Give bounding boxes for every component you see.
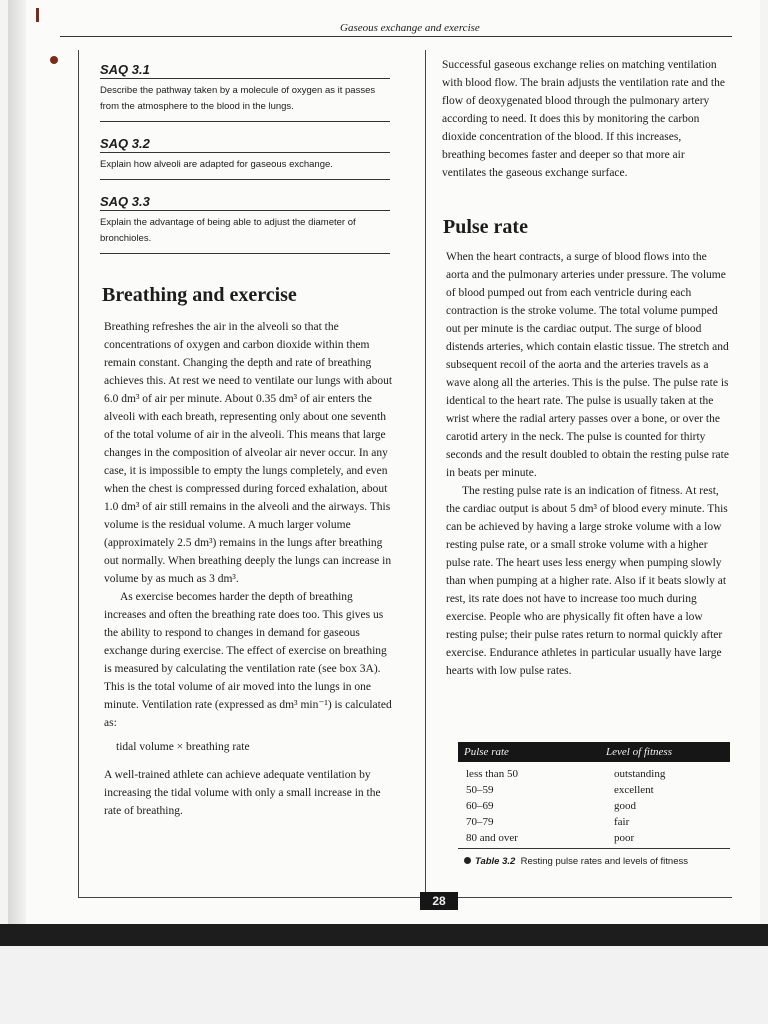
table-row bbox=[466, 814, 730, 830]
table-cell: less than 50 bbox=[466, 768, 518, 780]
table-cell: 60–69 bbox=[466, 800, 494, 812]
paragraph: The resting pulse rate is an indication of fitness. At rest, the cardiac output is about 5 dm³ of blood every minute. This can be achieved by having a large stroke volume with a low resting pulse rate, or a small stroke volume with a higher pulse rate. The heart uses less energy when pumping slowly than when pumping at a higher rate. Also if it beats slowly at rest, its rate does not have to increase too much during exercise. People who are physically fit often have a low resting pulse; their pulse rates return to normal quickly after exercise. Endurance athletes in particular usually have large hearts with low pulse rates. bbox=[446, 485, 728, 677]
saq-box bbox=[100, 62, 390, 122]
column-divider bbox=[425, 50, 426, 898]
caption-text: Resting pulse rates and levels of fitness bbox=[520, 856, 688, 867]
saq-box bbox=[100, 194, 390, 254]
frame-bottom-rule bbox=[78, 897, 732, 898]
saq-box bbox=[100, 136, 390, 180]
saq-title: SAQ 3.3 bbox=[100, 194, 390, 211]
binding-shadow bbox=[0, 924, 768, 946]
paragraph: Breathing refreshes the air in the alveoli so that the concentrations of oxygen and carbon dioxide within them remain constant. Changing the depth and rate of breathing achieves this. At rest we need to ventilate our lungs with about 6.0 dm³ of air per minute. About 0.35 dm³ of air enters the alveoli with each breath, representing only about one seventh of the total volume of air in the alveoli. This means that large changes in the composition of alveolar air never occur. In any case, it is impossible to empty the lungs completely, and even when the chest is compressed during forced exhalation, about 1.0 dm³ of air still remains in the alveoli and the airways. This volume is the residual volume. A much larger volume (approximately 2.5 dm³) remains in the lungs after breathing out normally. When breathing deeply the lungs can increase in volume by as much as 3 dm³. bbox=[104, 321, 393, 585]
table-row bbox=[466, 782, 730, 798]
table-header-cell: Pulse rate bbox=[464, 746, 509, 758]
caption-label: Table 3.2 bbox=[475, 856, 516, 867]
table-header-cell: Level of fitness bbox=[606, 746, 672, 758]
header-rule bbox=[60, 36, 732, 37]
paragraph: As exercise becomes harder the depth of breathing increases and often the breathing rate does too. This gives us the ability to respond to changes in demand for gaseous exchange during exercise. The effect of exercise on breathing is measured by calculating the ventilation rate (see box 3A). This is the total volume of air moved into the lungs in one minute. Ventilation rate (expressed as dm³ min⁻¹) is calculated as: bbox=[104, 591, 392, 729]
breathing-body bbox=[104, 318, 396, 820]
table-caption bbox=[464, 856, 732, 867]
table-row bbox=[466, 798, 730, 814]
background-below-page bbox=[0, 946, 768, 1024]
table-cell: fair bbox=[614, 816, 630, 828]
table-cell: 80 and over bbox=[466, 832, 518, 844]
saq-text: Describe the pathway taken by a molecule of oxygen as it passes from the atmosphere to the blood in the lungs. bbox=[100, 83, 390, 122]
paragraph: Successful gaseous exchange relies on matching ventilation with blood flow. The brain adjusts the ventilation rate and the flow of deoxygenated blood through the pulmonary artery according to need. It does this by monitoring the carbon dioxide concentration of the blood. If this increases, breathing becomes faster and deeper so that more air ventilates the gaseous exchange surface. bbox=[442, 59, 725, 179]
running-head: Gaseous exchange and exercise bbox=[340, 22, 480, 34]
saq-title: SAQ 3.1 bbox=[100, 62, 390, 79]
table-row bbox=[466, 830, 730, 846]
paragraph: When the heart contracts, a surge of blood flows into the aorta and the pulmonary arteries under pressure. The volume of blood pumped out from each ventricle during each contraction is the stroke volume. The total volume pumped out per minute is the cardiac output. The surge of blood distends arteries, which contain elastic tissue. The stretch and subsequent recoil of the aorta and the arteries travels as a wave along all the arteries. This is the pulse. The pulse rate is identical to the heart rate. The pulse is usually taken at the wrist where the radial artery passes over a bone, or over the carotid artery in the neck. The pulse is counted for thirty seconds and the result doubled to obtain the resting pulse rate in beats per minute. bbox=[446, 251, 729, 479]
section-heading-breathing: Breathing and exercise bbox=[102, 284, 297, 306]
paragraph: A well-trained athlete can achieve adequate ventilation by increasing the tidal volume with only a small increase in the rate of breathing. bbox=[104, 769, 381, 817]
bullet-icon bbox=[464, 857, 471, 864]
table-cell: outstanding bbox=[614, 768, 666, 780]
saq-text: Explain the advantage of being able to adjust the diameter of bronchioles. bbox=[100, 215, 390, 254]
pulse-fitness-table bbox=[458, 742, 730, 849]
table-cell: 50–59 bbox=[466, 784, 494, 796]
saq-text: Explain how alveoli are adapted for gaseous exchange. bbox=[100, 157, 390, 180]
frame-left-rule bbox=[78, 50, 79, 898]
page-number: 28 bbox=[420, 892, 458, 910]
section-heading-pulse: Pulse rate bbox=[443, 216, 528, 238]
table-cell: poor bbox=[614, 832, 635, 844]
table-header bbox=[458, 742, 730, 762]
table-cell: 70–79 bbox=[466, 816, 494, 828]
table-row bbox=[466, 766, 730, 782]
table-cell: excellent bbox=[614, 784, 654, 796]
page-shadow-edge bbox=[8, 0, 26, 940]
ink-mark bbox=[36, 8, 39, 22]
ventilation-intro bbox=[442, 56, 726, 182]
ink-mark bbox=[50, 56, 58, 64]
pulse-body bbox=[446, 248, 730, 680]
table-body bbox=[458, 762, 730, 849]
table-cell: good bbox=[614, 800, 636, 812]
formula: tidal volume × breathing rate bbox=[116, 741, 250, 753]
saq-title: SAQ 3.2 bbox=[100, 136, 390, 153]
